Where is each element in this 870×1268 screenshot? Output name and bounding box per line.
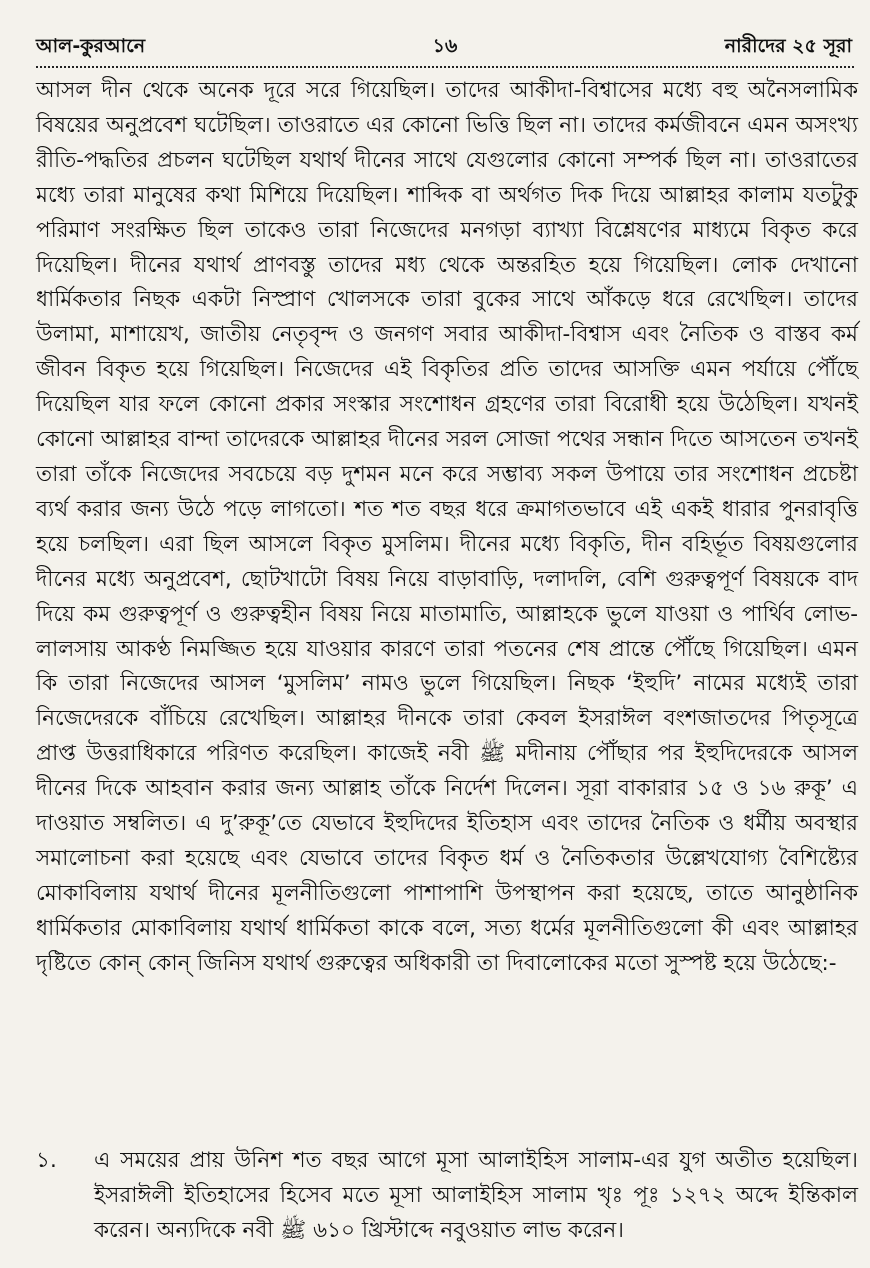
book-title: আল-কুরআনে — [36, 35, 146, 57]
list-item-number: ১. — [36, 1148, 57, 1173]
list-item — [36, 1144, 858, 1249]
page-number: ১৬ — [432, 35, 458, 57]
header-divider — [36, 66, 854, 68]
body-paragraph: আসল দীন থেকে অনেক দূরে সরে গিয়েছিল। তাদের আকীদা-বিশ্বাসের মধ্যে বহু অনৈসলামিক বিষয়ের অনুপ্রবেশ ঘটেছিল। তাওরাতে এর কোনো ভিত্তি ছিল না। তাদের কর্মজীবনে এমন অসংখ্য রীতি-পদ্ধতির প্রচলন ঘটেছিল যথার্থ দীনের সাথে যেগুলোর কোনো সম্পর্ক ছিল না। তাওরাতের মধ্যে তারা মানুষের কথা মিশিয়ে দিয়েছিল। শাব্দিক বা অর্থগত দিক দিয়ে আল্লাহর কালাম যতটুকু পরিমাণ সংরক্ষিত ছিল তাকেও তারা নিজেদের মনগড়া ব্যাখ্যা বিশ্লেষণের মাধ্যমে বিকৃত করে দিয়েছিল। দীনের যথার্থ প্রাণবস্তু তাদের মধ্য থেকে অন্তরহিত হয়ে গিয়েছিল। লোক দেখানো ধার্মিকতার নিছক একটা নিস্প্রাণ খোলসকে তারা বুকের সাথে আঁকড়ে ধরে রেখেছিল। তাদের উলামা, মাশায়েখ, জাতীয় নেতৃবৃন্দ ও জনগণ সবার আকীদা-বিশ্বাস এবং নৈতিক ও বাস্তব কর্ম জীবন বিকৃত হয়ে গিয়েছিল। নিজেদের এই বিকৃতির প্রতি তাদের আসক্তি এমন পর্যায়ে পৌঁছে দিয়েছিল যার ফলে কোনো প্রকার সংস্কার সংশোধন গ্রহণের তারা বিরোধী হয়ে উঠেছিল। যখনই কোনো আল্লাহর বান্দা তাদেরকে আল্লাহর দীনের সরল সোজা পথের সন্ধান দিতে আসতেন তখনই তারা তাঁকে নিজেদের সবচেয়ে বড় দুশমন মনে করে সম্ভাব্য সকল উপায়ে তার সংশোধন প্রচেষ্টা ব্যর্থ করার জন্য উঠে পড়ে লাগতো। শত শত বছর ধরে ক্রমাগতভাবে এই একই ধারার পুনরাবৃত্তি হয়ে চলছিল। এরা ছিল আসলে বিকৃত মুসলিম। দীনের মধ্যে বিকৃতি, দীন বহির্ভূত বিষয়গুলোর দীনের মধ্যে অনুপ্রবেশ, ছোটখাটো বিষয় নিয়ে বাড়াবাড়ি, দলাদলি, বেশি গুরুত্বপূর্ণ বিষয়কে বাদ দিয়ে কম গুরুত্বপূর্ণ ও গুরুত্বহীন বিষয় নিয়ে মাতামাতি, আল্লাহকে ভুলে যাওয়া ও পার্থিব লোভ-লালসায় আকণ্ঠ নিমজ্জিত হয়ে যাওয়ার কারণে তারা পতনের শেষ প্রান্তে পৌঁছে গিয়েছিল। এমন কি তারা নিজেদের আসল ‘মুসলিম’ নামও ভুলে গিয়েছিল। নিছক ‘ইহুদি’ নামের মধ্যেই তারা নিজেদেরকে বাঁচিয়ে রেখেছিল। আল্লাহর দীনকে তারা কেবল ইসরাঈল বংশজাতদের পিতৃসূত্রে প্রাপ্ত উত্তরাধিকারে পরিণত করেছিল। কাজেই নবী ﷺ মদীনায় পৌঁছার পর ইহুদিদেরকে আসল দীনের দিকে আহবান করার জন্য আল্লাহ তাঁকে নির্দেশ দিলেন। সূরা বাকারার ১৫ ও ১৬ রুকূ’ এ দাওয়াত সম্বলিত। এ দু’রুকূ’তে যেভাবে ইহুদিদের ইতিহাস এবং তাদের নৈতিক ও ধর্মীয় অবস্থার সমালোচনা করা হয়েছে এবং যেভাবে তাদের বিকৃত ধর্ম ও নৈতিকতার উল্লেখযোগ্য বৈশিষ্ট্যের মোকাবিলায় যথার্থ দীনের মূলনীতিগুলো পাশাপাশি উপস্থাপন করা হয়েছে, তাতে আনুষ্ঠানিক ধার্মিকতার মোকাবিলায় যথার্থ ধার্মিকতা কাকে বলে, সত্য ধর্মের মূলনীতিগুলো কী এবং আল্লাহর দৃষ্টিতে কোন্ কোন্ জিনিস যথার্থ গুরুত্বের অধিকারী তা দিবালোকের মতো সুস্পষ্ট হয়ে উঠেছে:- — [36, 78, 858, 976]
next-line-cutoff — [46, 1252, 846, 1262]
page-header — [30, 20, 860, 70]
numbered-list — [36, 1144, 858, 1249]
book-page — [30, 20, 860, 1250]
chapter-title: নারীদের ২৫ সূরা — [724, 35, 852, 57]
list-item-text: এ সময়ের প্রায় উনিশ শত বছর আগে মূসা আলাইহিস সালাম-এর যুগ অতীত হয়েছিল। ইসরাঈলী ইতিহাসের হিসেব মতে মূসা আলাইহিস সালাম খৃঃ পূঃ ১২৭২ অব্দে ইন্তিকাল করেন। অন্যদিকে নবী ﷺ ৬১০ খ্রিস্টাব্দে নবুওয়াত লাভ করেন। — [94, 1148, 858, 1243]
